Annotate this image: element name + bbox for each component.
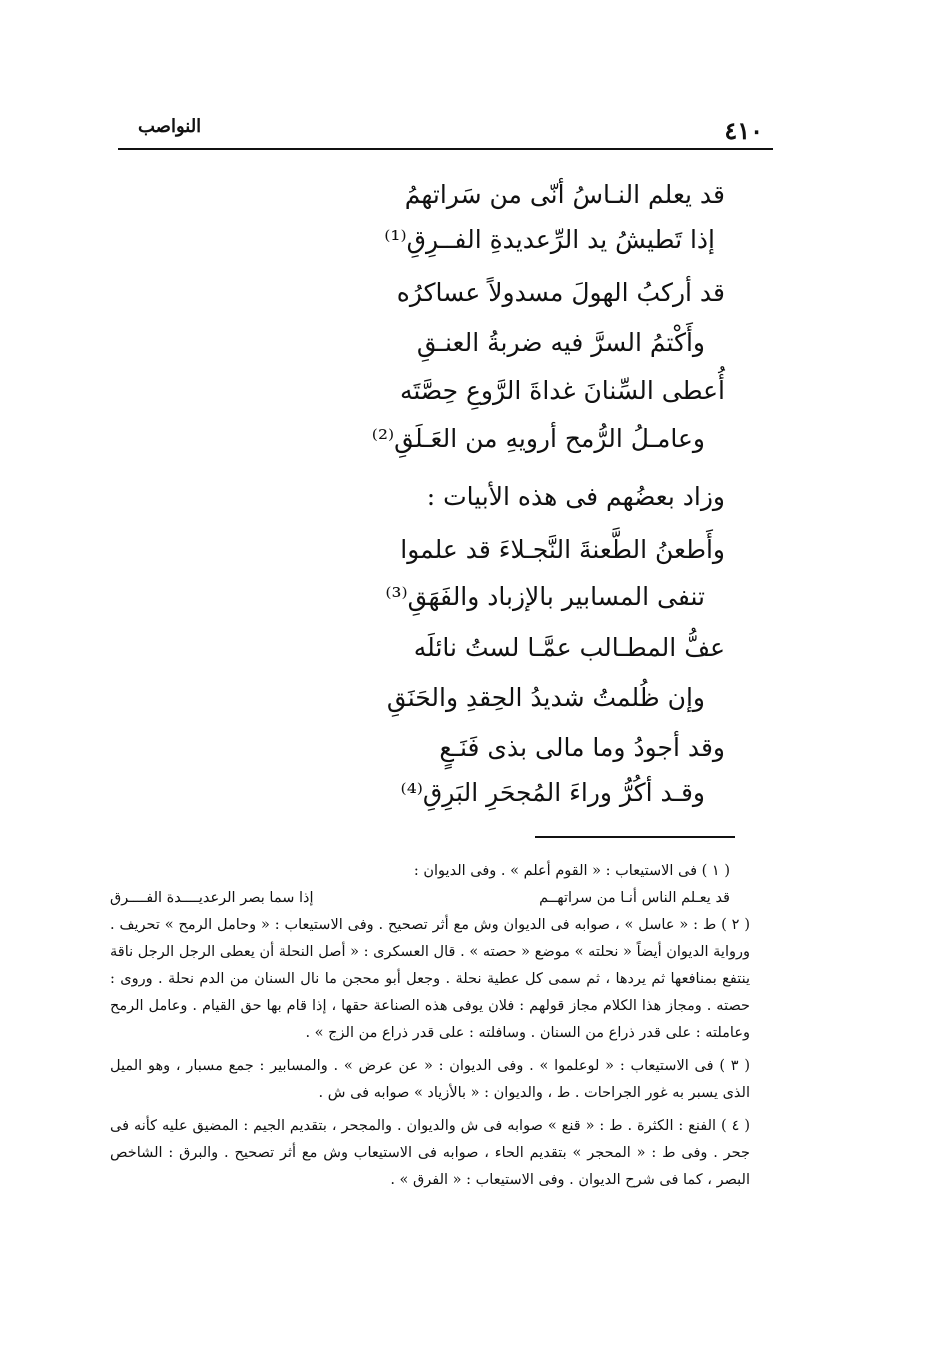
poem-line: أُعطى السِّنانَ غداةَ الرَّوعِ حِصَّتَه — [399, 376, 725, 405]
running-title: النواصب — [138, 116, 202, 137]
footnote-4: ( ٤ ) الفنع : الكثرة . ط : « قنع » صوابه فى ش والديوان . والمجحر ، بتقديم الجيم : المضيق عليه كأنه فى جحر . وفى ط : « المحجر » بتقديم الحاء ، صوابه فى الاستيعاب وش مع أثر تصحيح . والبرق : الشاخص البصر ، كما فى شرح الديوان . وفى الاستيعاب : « الفرق » . — [110, 1118, 750, 1188]
poem-line: وعامـلُ الرُّمح أرويهِ من العَـلَقِ⁽²⁾ — [371, 424, 705, 453]
footnote-1-verse-second: إذا سما بصر الرعديــــدة الفــــرق — [110, 890, 314, 906]
page-number: ٤١٠ — [724, 116, 763, 145]
footnotes — [110, 858, 750, 1194]
poem-line: إذا تَطيشُ يد الرِّعديدةِ الفــرِقِ⁽¹⁾ — [384, 225, 715, 254]
poem-line: وأَطعنُ الطَّعنةَ النَّجـلاءَ قد علموا — [400, 535, 725, 564]
poem-line: وإن ظُلمتُ شديدُ الحِقدِ والحَنَقِ — [386, 683, 705, 712]
footnote-1-verse-first: قد يعـلم الناس أنـا من سراتهــم — [539, 890, 730, 906]
poem-line: وأَكْتمُ السرَّ فيه ضربةُ العنـقِ — [416, 328, 705, 357]
poem-line: وقد أجودُ وما مالى بذى فَنَـعٍ — [439, 733, 725, 762]
footnote-3: ( ٣ ) فى الاستيعاب : « لوعلموا » . وفى الديوان : « عن عرض » . والمسابير : جمع مسبار ، وهو الميل الذى يسبر به غور الجراحات . ط ، والديوان : « بالأزياد » صوابه فى ش . — [110, 1058, 750, 1101]
poem-line: وزاد بعضُهم فى هذه الأبيات : — [426, 482, 725, 511]
poem-line: قد أركبُ الهولَ مسدولاً عساكرُه — [396, 278, 725, 307]
poem-line: تنفى المسابير بالإزباد والفَهَقِ⁽³⁾ — [385, 582, 705, 611]
poem-line: عفُّ المطـالب عمَّـا لستُ نائلَه — [413, 633, 725, 662]
poem — [150, 0, 725, 830]
footnote-1-verse — [110, 885, 750, 912]
poem-line: قد يعلم النـاسُ أنّى من سَراتهمُ — [404, 180, 725, 209]
footnote-1: ( ١ ) فى الاستيعاب : « القوم أعلم » . وفى الديوان : — [413, 863, 730, 879]
footnote-2: ( ٢ ) ط : « عاسل » ، صوابه فى الديوان وش مع أثر تصحيح . وفى الاستيعاب : « وحامل الرمح » تحريف . ورواية الديوان أيضاً « نحلته » موضع « حصته » . قال العسكرى : « أصل النحلة أن يعطى الرجل الرجل ناقة ينتفع بمنافعها ثم يردها ، ثم سمى كل عطية نحلة . وجعل أبو محجن ما نال السنان من الدم نحلة . وروى : حصته . ومجاز هذا الكلام مجاز قولهم : فلان يوفى هذه الصناعة حقها ، إذا قام بها حق القيام . وعامل الرمح وعاملته : على قدر ذراع من السنان . وسافلته : على قدر ذراع من الزج » . — [110, 917, 750, 1041]
footnote-separator — [535, 836, 735, 838]
poem-line: وقـد أكُرُّ وراءَ المُجحَرِ البَرِقِ⁽⁴⁾ — [400, 778, 705, 807]
